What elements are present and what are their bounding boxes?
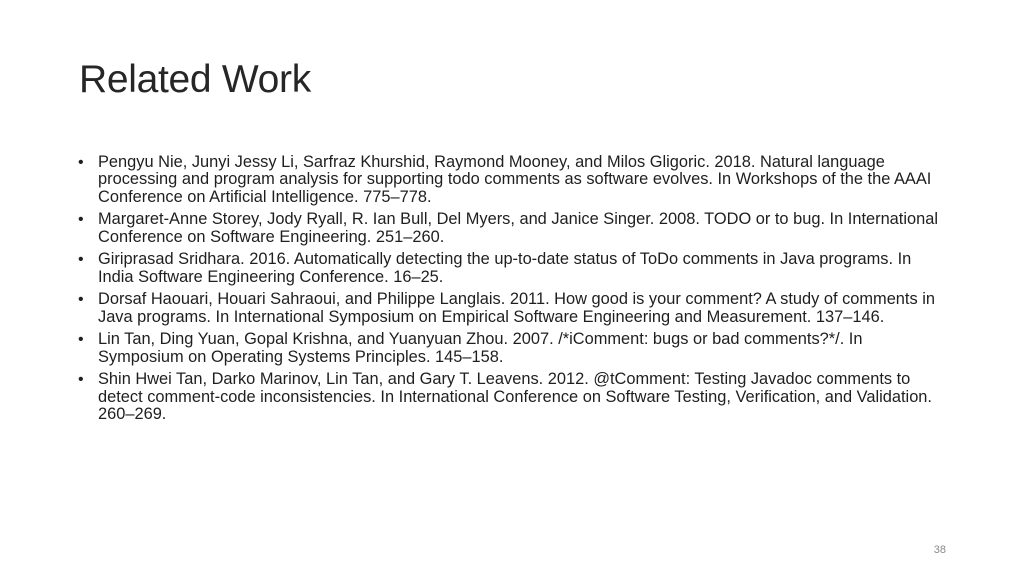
reference-item — [78, 211, 948, 246]
slide-title: Related Work — [79, 58, 311, 101]
reference-text: Margaret-Anne Storey, Jody Ryall, R. Ian Bull, Del Myers, and Janice Singer. 2008. TODO or to bug. In International Conference on Software Engineering. 251–260. — [98, 210, 938, 246]
bullet-icon: • — [78, 251, 84, 269]
bullet-icon: • — [78, 331, 84, 349]
reference-item — [78, 371, 948, 423]
bullet-icon: • — [78, 371, 84, 389]
reference-item — [78, 251, 948, 286]
reference-text: Dorsaf Haouari, Houari Sahraoui, and Philippe Langlais. 2011. How good is your comment? A study of comments in Java programs. In International Symposium on Empirical Software Engineering and Measurement. 137–146. — [98, 290, 935, 326]
reference-list — [78, 154, 948, 429]
reference-text: Giriprasad Sridhara. 2016. Automatically detecting the up-to-date status of ToDo comments in Java programs. In India Software Engineering Conference. 16–25. — [98, 250, 912, 286]
reference-item — [78, 154, 948, 206]
reference-text: Lin Tan, Ding Yuan, Gopal Krishna, and Yuanyuan Zhou. 2007. /*iComment: bugs or bad comments?*/. In Symposium on Operating Systems Principles. 145–158. — [98, 330, 863, 366]
page-number: 38 — [933, 544, 946, 556]
reference-text: Pengyu Nie, Junyi Jessy Li, Sarfraz Khurshid, Raymond Mooney, and Milos Gligoric. 2018. Natural language processing and program analysis for supporting todo comments as software evolves. In Workshops of the the AAAI Conference on Artificial Intelligence. 775–778. — [98, 153, 932, 206]
reference-text: Shin Hwei Tan, Darko Marinov, Lin Tan, and Gary T. Leavens. 2012. @tComment: Testing Javadoc comments to detect comment-code inconsistencies. In International Conference on Software Testing, Verification, and Validation. 260–269. — [98, 370, 932, 424]
bullet-icon: • — [78, 154, 84, 171]
reference-item — [78, 291, 948, 326]
reference-item — [78, 331, 948, 366]
bullet-icon: • — [78, 291, 84, 309]
bullet-icon: • — [78, 211, 84, 229]
